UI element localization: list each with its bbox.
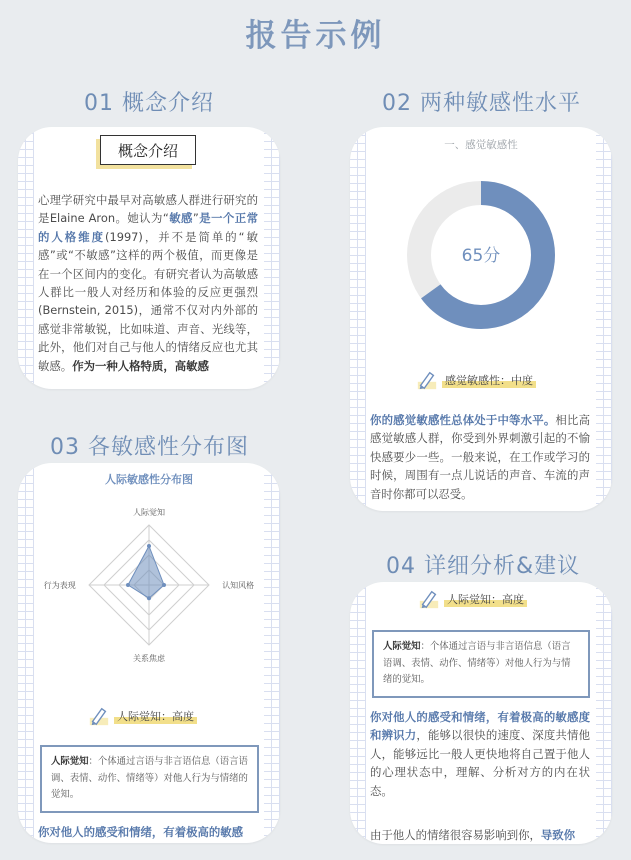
text-segment: 相比高感觉敏感人群，你受到外界刺激引起的不愉快感要少一些。一般来说，在工作或学习的时候，周围有一点儿说话的声音、车流的声音时你都可以忍受。: [370, 413, 590, 501]
analysis-definition-text: ：个体通过言语与非言语信息（语言语调、表情、动作、情绪等）对他人行为与情绪的觉知。: [383, 641, 571, 685]
radar-axis-label: 关系焦虑: [133, 654, 165, 664]
text-segment: 你对他人的感受和情绪，有着极高的敏感度和辨识力: [370, 710, 590, 743]
analysis-definition-box: [372, 630, 590, 698]
pencil-icon: [416, 369, 438, 391]
concept-tag: 概念介绍: [100, 135, 196, 165]
text-segment: (1997)，并不是简单的“敏感”或“不敏感”这样的两个极值，而更像是在一个区间内的变化。有研究者认为高敏感人群比一般人对经历和体验的反应更强烈(Bernstein, 2015)，通常不仅对内外部的感觉非常敏锐，比如味道、声音、光线等，此外，他们对自己与他人的情绪反应也尤其敏感。: [38, 229, 258, 373]
analysis-badge-label: 人际觉知：高度: [444, 591, 527, 607]
text-segment: ”: [192, 211, 199, 226]
donut-center-label: 65分: [461, 246, 501, 266]
levels-subhead: 一、感觉敏感性: [444, 139, 518, 151]
radar-axis-label: 认知风格: [222, 581, 255, 590]
sensory-level-badge: [416, 369, 536, 391]
card-levels: [350, 127, 612, 511]
interpersonal-badge-label: 人际觉知：高度: [114, 708, 197, 724]
concept-paragraph: [38, 191, 258, 375]
definition-text: ：个体通过言语与非言语信息（语言语调、表情、动作、情绪等）对他人行为与情绪的觉知。: [51, 756, 248, 800]
radar-axis-label: 行为表现: [43, 581, 76, 590]
text-segment: 导致你: [540, 828, 576, 842]
radar-point: [147, 596, 151, 600]
radar-axis-label: 人际觉知: [133, 507, 165, 517]
donut-chart: [350, 171, 612, 371]
text-segment: 心理学研究中最早对高敏感人群进行研究的是Elaine Aron。她认为“: [38, 193, 258, 226]
pencil-icon: [88, 705, 110, 727]
text-segment: 由于他人的情绪很容易影响到你，: [370, 828, 541, 842]
pencil-icon: [418, 588, 440, 610]
section-title-3: 03 各敏感性分布图: [50, 435, 249, 460]
levels-paragraph: [370, 411, 590, 503]
radar-point: [126, 583, 130, 587]
card-analysis: [350, 582, 612, 844]
radar-title: 人际敏感性分布图: [105, 473, 193, 486]
definition-term: 人际觉知: [51, 756, 89, 767]
page-title: 报告示例: [245, 18, 386, 54]
card-distribution: [18, 463, 280, 843]
definition-box: [40, 745, 259, 813]
text-segment: 作为一种人格特质，高敏感: [72, 358, 209, 373]
interpersonal-badge: [88, 705, 197, 727]
radar-point: [147, 544, 151, 548]
distribution-bottom-text: 你对他人的感受和情绪，有着极高的敏感: [38, 825, 244, 839]
analysis-badge: [418, 588, 527, 610]
section-title-1: 01 概念介绍: [84, 91, 214, 116]
radar-chart: [18, 499, 280, 679]
text-segment: 是一个正常的人格维度: [38, 211, 258, 244]
section-title-4: 04 详细分析&建议: [386, 554, 581, 579]
text-segment: 敏感: [168, 211, 193, 226]
section-title-2: 02 两种敏感性水平: [382, 91, 581, 116]
card-concept: [18, 127, 280, 389]
analysis-paragraph-2: [370, 826, 590, 844]
analysis-paragraph: [370, 708, 590, 800]
text-segment: 你的感觉敏感性总体处于中等水平。: [370, 413, 556, 427]
analysis-definition-term: 人际觉知: [383, 641, 421, 652]
sensory-level-label: 感觉敏感性：中度: [442, 372, 536, 388]
text-segment: ，能够以很快的速度、深度共情他人，能够远比一般人更快地将自己置于他人的心理状态中，理解、分析对方的内在状态。: [370, 728, 590, 798]
radar-point: [162, 583, 166, 587]
radar-series-area: [128, 546, 164, 598]
